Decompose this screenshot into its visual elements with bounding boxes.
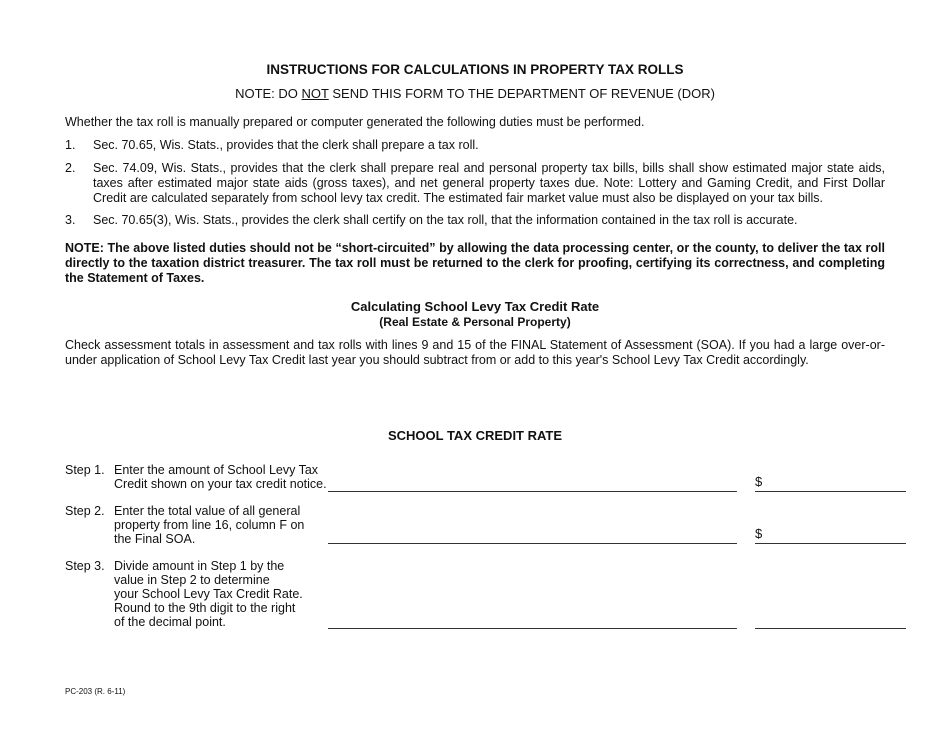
step-3-rate-line[interactable] — [755, 628, 906, 629]
step-3-label: Step 3. — [65, 559, 105, 573]
duty-item-3 — [65, 213, 885, 228]
step-2-label: Step 2. — [65, 504, 105, 518]
step-1-entry-line[interactable] — [328, 491, 737, 492]
duty-item-2 — [65, 161, 885, 206]
dor-note-not: NOT — [301, 86, 329, 101]
dor-note — [0, 86, 950, 101]
step-3-line: your School Levy Tax Credit Rate. — [114, 587, 303, 601]
step-2-amount-line[interactable] — [755, 543, 906, 544]
duty-number: 2. — [65, 161, 76, 175]
step-2-entry-line[interactable] — [328, 543, 737, 544]
step-3-line: Divide amount in Step 1 by the — [114, 559, 285, 573]
intro-text: Whether the tax roll is manually prepared or computer generated the following duties must be performed. — [65, 115, 645, 129]
step-3-text — [114, 559, 334, 629]
step-2-text — [114, 504, 334, 546]
step-2-line: Enter the total value of all general — [114, 504, 301, 518]
duty-text: Sec. 74.09, Wis. Stats., provides that the clerk shall prepare real and personal property tax bills, bills shall show estimated major state aids, taxes after estimated major state aids (gross taxes), and net general property taxes due. Note: Lottery and Gaming Credit, and First Dollar Credit are calculated separately from school levy tax credit. The estimated fair market value must also be displayed on your tax bills. — [93, 161, 885, 205]
duty-text: Sec. 70.65, Wis. Stats., provides that the clerk shall prepare a tax roll. — [93, 138, 479, 152]
duty-number: 3. — [65, 213, 76, 227]
dor-note-before: NOTE: DO — [235, 86, 302, 101]
page-title: INSTRUCTIONS FOR CALCULATIONS IN PROPERTY TAX ROLLS — [266, 62, 684, 77]
duty-text: Sec. 70.65(3), Wis. Stats., provides the clerk shall certify on the tax roll, that the information contained in the tax roll is accurate. — [93, 213, 798, 227]
rate-heading: SCHOOL TAX CREDIT RATE — [387, 428, 563, 443]
step-1-amount-line[interactable] — [755, 491, 906, 492]
step-2-currency: $ — [755, 526, 763, 541]
section-subheading: (Real Estate & Personal Property) — [379, 315, 571, 329]
dor-note-after: SEND THIS FORM TO THE DEPARTMENT OF REVENUE (DOR) — [328, 86, 715, 101]
step-1-line: Credit shown on your tax credit notice. — [114, 477, 327, 491]
step-3-line: value in Step 2 to determine — [114, 573, 270, 587]
step-1-line: Enter the amount of School Levy Tax — [114, 463, 319, 477]
duty-number: 1. — [65, 138, 76, 152]
section-body: Check assessment totals in assessment and tax rolls with lines 9 and 15 of the FINAL Statement of Assessment (SOA). If you had a large over-or-under application of School Levy Tax Credit last year you should subtract from or add to this year's School Levy Tax Credit accordingly. — [65, 338, 885, 367]
short-circuit-note: NOTE: The above listed duties should not be “short-circuited” by allowing the data processing center, or the county, to deliver the tax roll directly to the taxation district treasurer. The tax roll must be returned to the clerk for proofing, certifying its correctness, and completing the Statement of Taxes. — [65, 241, 885, 285]
step-3-line: of the decimal point. — [114, 615, 226, 629]
step-3-entry-line[interactable] — [328, 628, 737, 629]
step-2-line: property from line 16, column F on — [114, 518, 305, 532]
step-3-line: Round to the 9th digit to the right — [114, 601, 296, 615]
step-1-currency: $ — [755, 474, 763, 489]
form-number: PC-203 (R. 6-11) — [65, 687, 126, 696]
step-2-line: the Final SOA. — [114, 532, 196, 546]
step-1-label: Step 1. — [65, 463, 105, 477]
section-heading: Calculating School Levy Tax Credit Rate — [350, 299, 600, 314]
step-1-text — [114, 463, 334, 491]
duty-item-1 — [65, 138, 885, 153]
